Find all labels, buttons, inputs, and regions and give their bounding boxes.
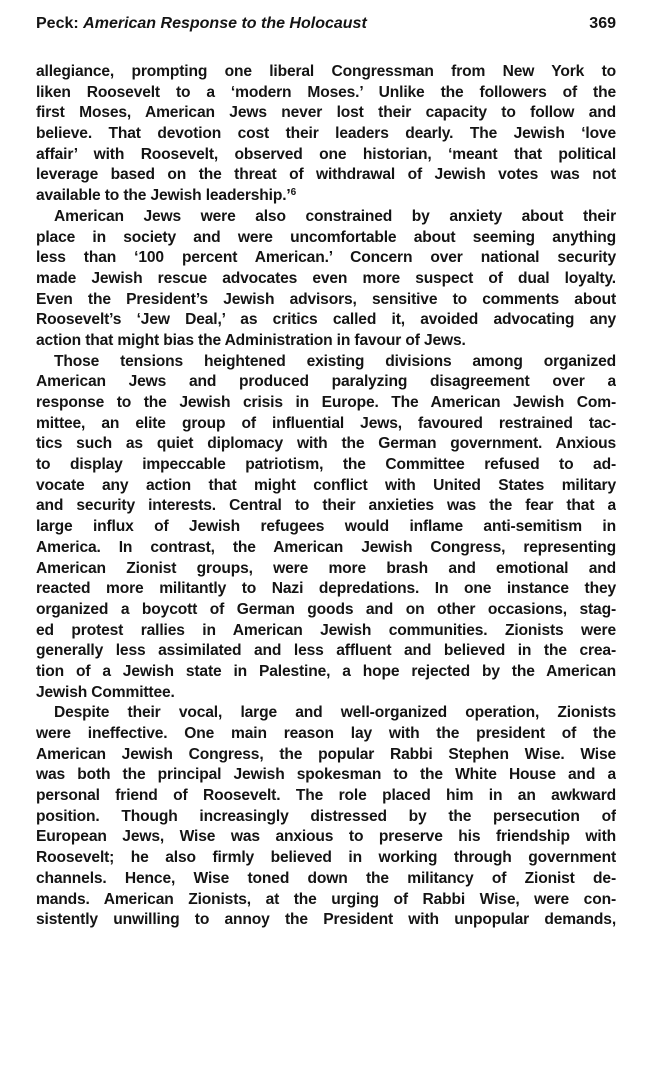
text-line: place in society and were uncomfortable about seeming anything [36,228,616,246]
body-text [36,62,616,931]
text-line: personal friend of Roosevelt. The role placed him in an awkward [36,787,616,805]
text-line: American Zionist groups, were more brash and emotional and [36,559,616,577]
text-line: to display impeccable patriotism, the Committee refused to ad- [36,456,616,474]
text-line: were ineffective. One main reason lay with the president of the [36,725,616,742]
text-line: mands. American Zionists, at the urging of Rabbi Wise, were con- [36,890,616,908]
text-line: tics such as quiet diplomacy with the German government. Anxious [36,435,616,453]
text-line: reacted more militantly to Nazi depredations. In one instance they [36,580,616,598]
text-line: ed protest rallies in American Jewish communities. Zionists were [36,621,616,639]
text-line: affair’ with Roosevelt, observed one historian, ‘meant that political [36,145,616,163]
text-line: mittee, an elite group of influential Jews, favoured restrained tac- [36,414,616,432]
text-line-content: available to the Jewish leadership.’ [36,187,291,205]
footnote-marker: 6 [290,187,297,199]
text-line: tion of a Jewish state in Palestine, a hope rejected by the American [36,662,616,680]
paragraph-first-line: Those tensions heightened existing divisions among organized [54,352,616,370]
running-head [36,12,630,36]
text-line: less than ‘100 percent American.’ Concern over national security [36,249,616,267]
text-line: liken Roosevelt to a ‘modern Moses.’ Unlike the followers of the [36,83,616,101]
text-line: and security interests. Central to their anxieties was the fear that a [36,497,616,515]
text-line: channels. Hence, Wise toned down the militancy of Zionist de- [36,869,616,887]
header-author: Peck: [36,15,79,32]
text-line: organized a boycott of German goods and on other occasions, stag- [36,600,616,618]
header-title: American Response to the Holocaust [83,15,367,32]
page-number: 369 [589,15,616,32]
text-line: made Jewish rescue advocates even more suspect of dual loyalty. [36,269,616,287]
text-line: large influx of Jewish refugees would inflame anti-semitism in [36,518,616,536]
text-line: believe. That devotion cost their leaders dearly. The Jewish ‘love [36,125,616,143]
paragraph-first-line: American Jews were also constrained by anxiety about their [54,207,616,225]
text-line: Roosevelt; he also firmly believed in working through government [36,849,616,867]
text-line: European Jews, Wise was anxious to preserve his friendship with [36,828,616,846]
text-line: Even the President’s Jewish advisors, sensitive to comments about [36,290,616,308]
text-line: action that might bias the Administration in favour of Jews. [36,331,466,349]
text-line: vocate any action that might conflict with United States military [36,476,616,494]
text-line: was both the principal Jewish spokesman to the White House and a [36,766,616,784]
text-line: first Moses, American Jews never lost their capacity to follow and [36,104,616,122]
text-line: Roosevelt’s ‘Jew Deal,’ as critics called it, avoided advocating any [36,311,616,329]
text-line: allegiance, prompting one liberal Congressman from New York to [36,63,616,80]
text-line: leverage based on the threat of withdrawal of Jewish votes was not [36,166,616,184]
text-line: American Jewish Congress, the popular Rabbi Stephen Wise. Wise [36,745,616,763]
text-line: American Jews and produced paralyzing disagreement over a [36,373,616,391]
text-line: generally less assimilated and less affluent and believed in the crea- [36,642,616,660]
paragraph-first-line: Despite their vocal, large and well-organized operation, Zionists [54,704,616,722]
text-line: response to the Jewish crisis in Europe. The American Jewish Com- [36,394,616,411]
text-line: America. In contrast, the American Jewish Congress, representing [36,538,616,556]
text-line: Jewish Committee. [36,683,175,701]
text-line: position. Though increasingly distressed by the persecution of [36,807,616,825]
text-line: sistently unwilling to annoy the President with unpopular demands, [36,911,616,929]
text-line [36,186,616,207]
